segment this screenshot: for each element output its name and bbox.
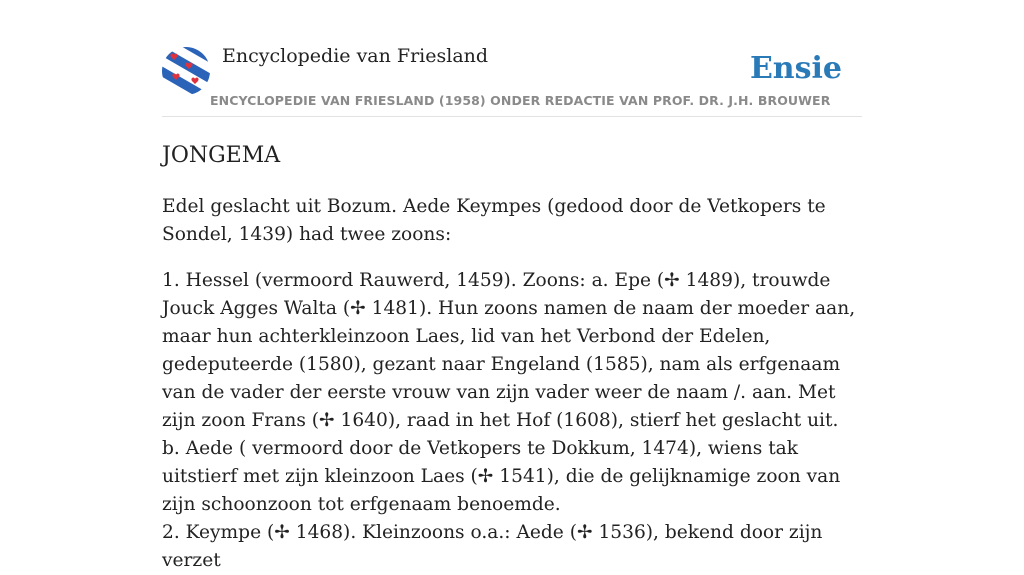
article-paragraph: 2. Keympe (✢ 1468). Kleinzoons o.a.: Aede (✢ 1536), bekend door zijn verzet	[162, 522, 823, 571]
article-title: JONGEMA	[162, 143, 281, 168]
site-title[interactable]: Encyclopedie van Friesland	[222, 45, 489, 67]
source-subtitle: ENCYCLOPEDIE VAN FRIESLAND (1958) ONDER REDACTIE VAN PROF. DR. J.H. BROUWER	[210, 93, 831, 108]
site-header	[162, 0, 862, 117]
page	[162, 0, 862, 575]
article-paragraph: Edel geslacht uit Bozum. Aede Keympes (gedood door de Vetkopers te Sondel, 1439) had twee zoons:	[162, 196, 826, 245]
ensie-brand-link[interactable]: Ensie	[749, 51, 842, 86]
article-paragraph: 1. Hessel (vermoord Rauwerd, 1459). Zoons: a. Epe (✢ 1489), trouwde Jouck Agges Walta (✢ 1481). Hun zoons namen de naam der moeder aan, maar hun achterkleinzoon Laes, lid van het Verbond der Edelen, gedeputeerde (1580), gezant naar Engeland (1585), nam als erfgenaam van de vader der eerste vrouw van zijn vader weer de naam /. aan. Met zijn zoon Frans (✢ 1640), raad in het Hof (1608), stierf het geslacht uit. b. Aede ( vermoord door de Vetkopers te Dokkum, 1474), wiens tak uitstierf met zijn kleinzoon Laes (✢ 1541), die de gelijknamige zoon van zijn schoonzoon tot erfgenaam benoemde.	[162, 270, 856, 515]
frisian-flag-logo-icon	[162, 47, 210, 95]
